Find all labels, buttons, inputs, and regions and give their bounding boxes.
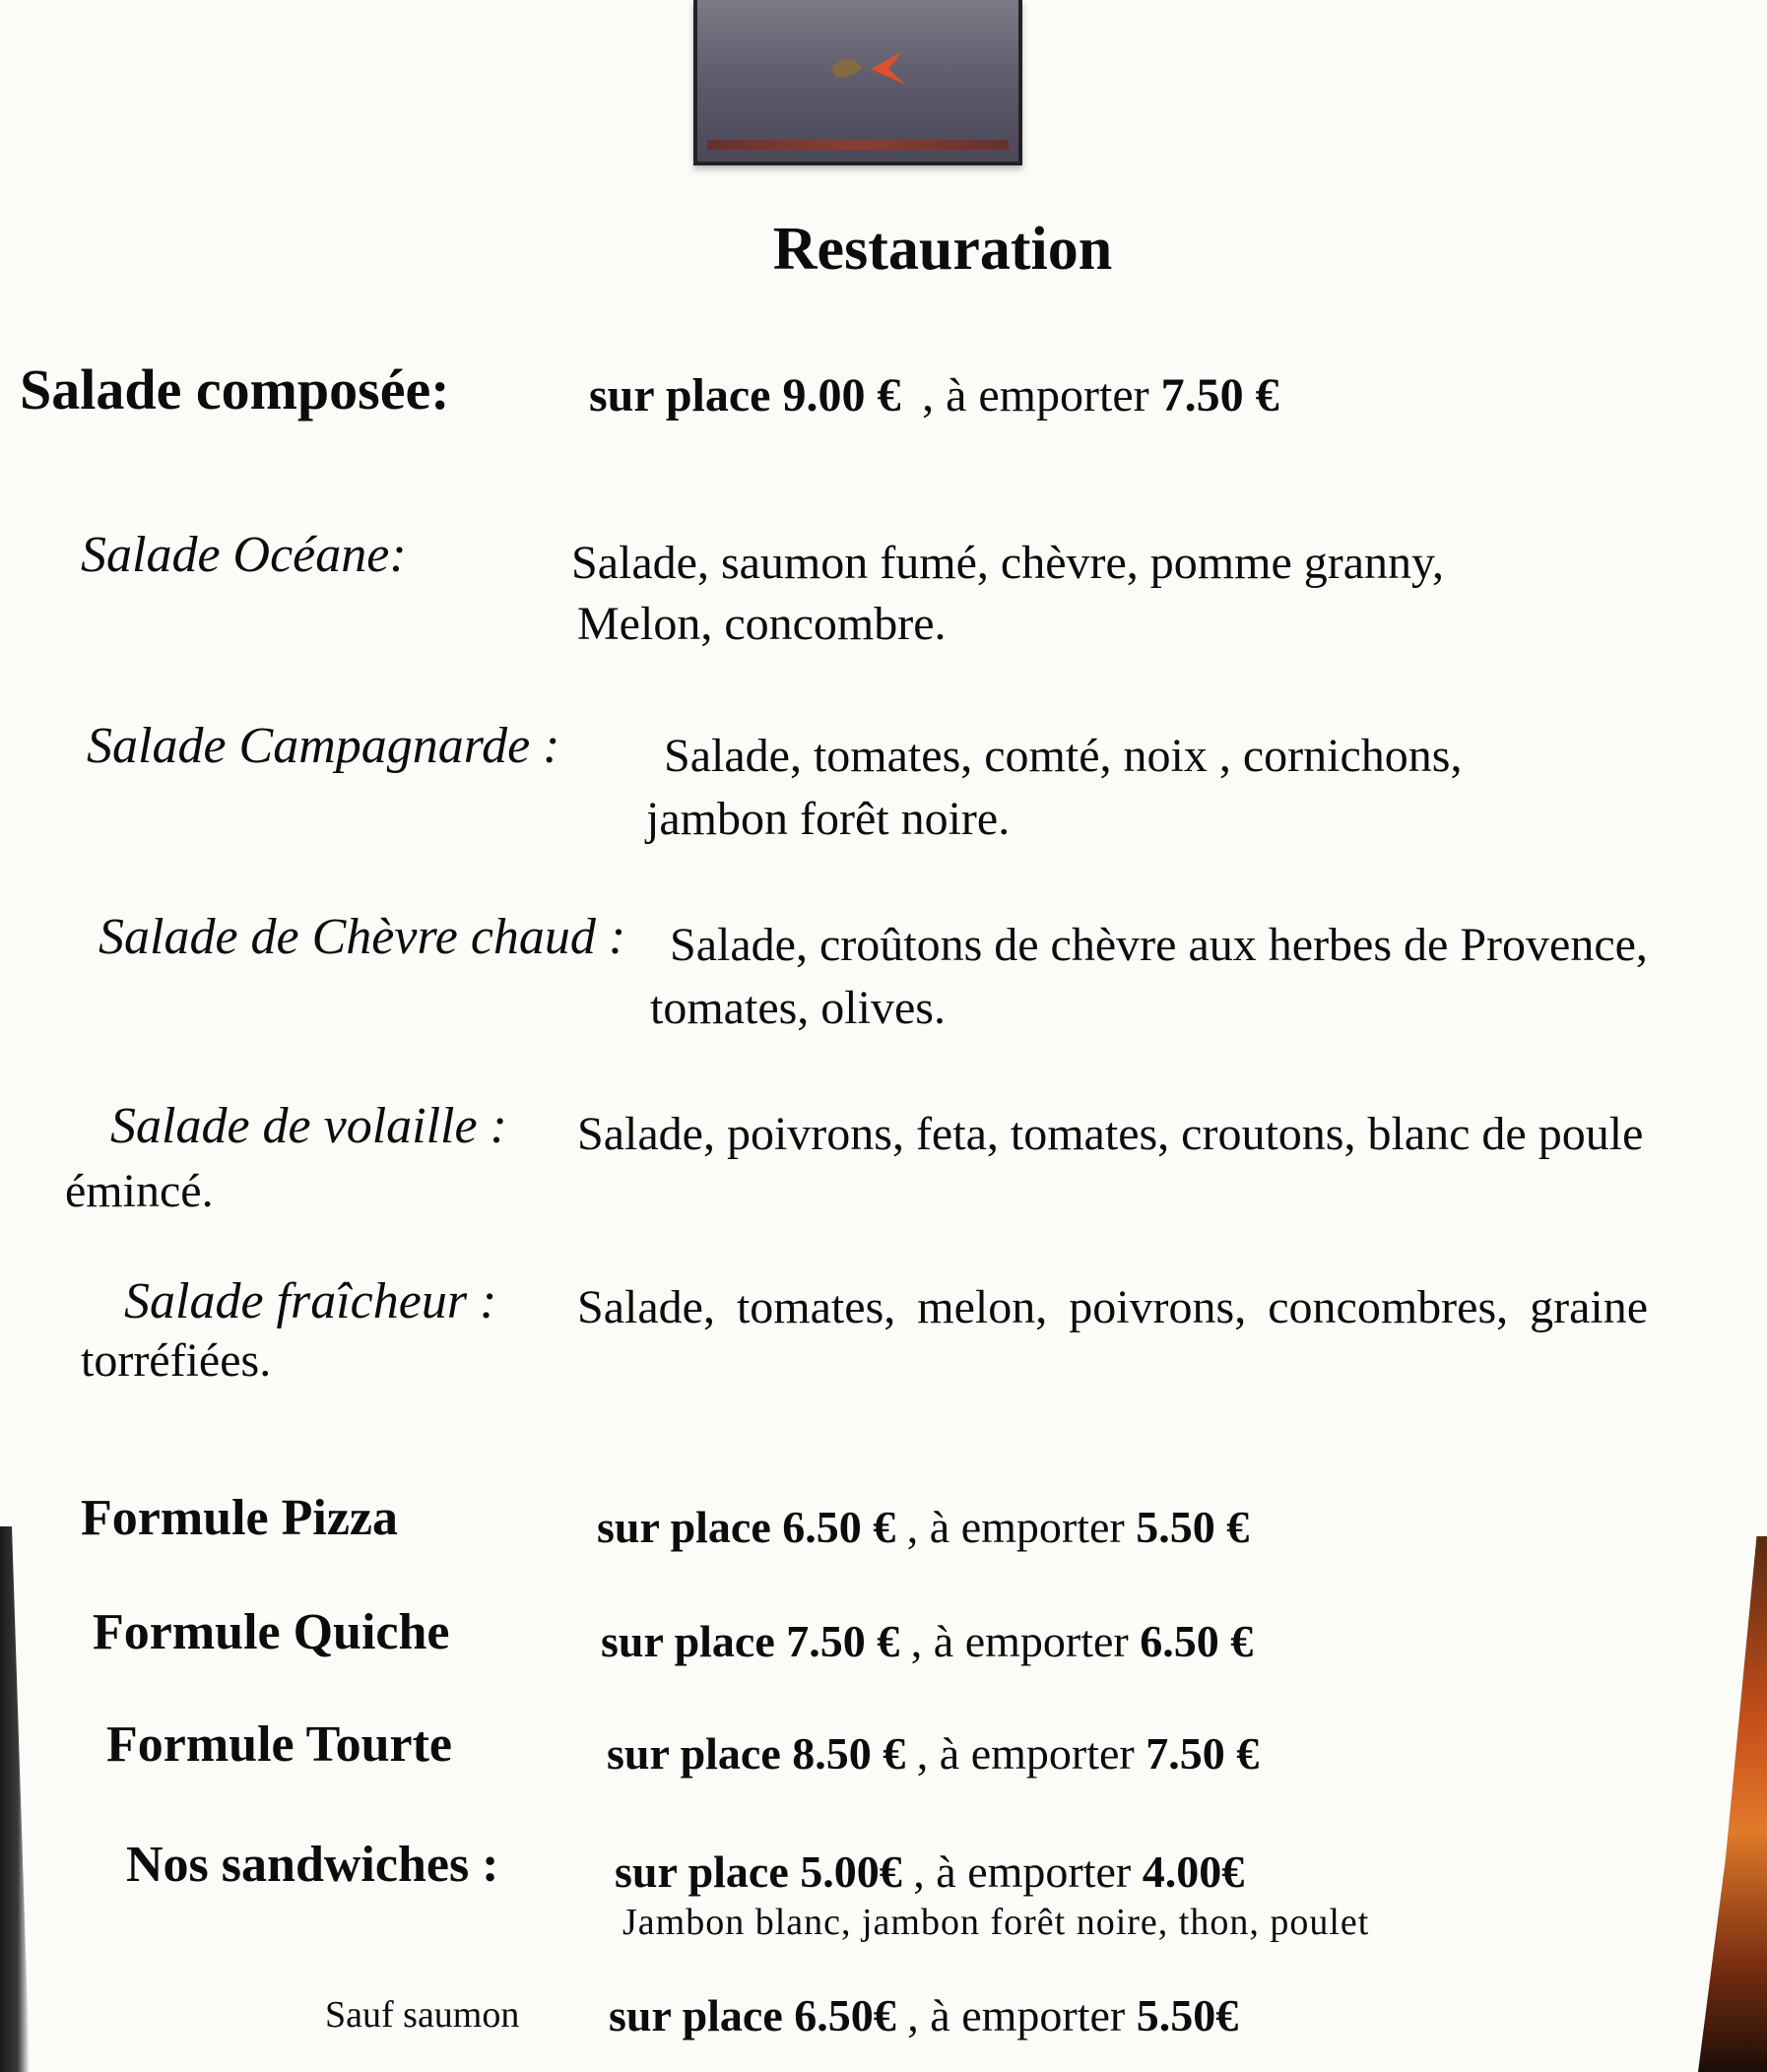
- salade-campagnarde-desc-2: jambon forêt noire.: [646, 793, 1011, 845]
- formule-pizza-name: Formule Pizza: [81, 1490, 398, 1546]
- salade-fraicheur-desc-2: torréfiées.: [81, 1334, 272, 1387]
- formule-tourte-emporter: 7.50 €: [1145, 1728, 1260, 1779]
- salade-fraicheur-name: Salade fraîcheur :: [124, 1273, 497, 1329]
- formule-pizza-sur-place: sur place 6.50 €: [597, 1502, 896, 1552]
- saumon-label: Sauf saumon: [325, 1994, 520, 2036]
- salade-oceane-desc-2: Melon, concombre.: [577, 598, 947, 650]
- sandwiches-fillings: Jambon blanc, jambon forêt noire, thon, poulet: [622, 1902, 1370, 1943]
- formule-quiche-name: Formule Quiche: [93, 1604, 450, 1660]
- formule-quiche-emporter: 6.50 €: [1140, 1616, 1254, 1666]
- salade-composee-sur-place: sur place 9.00 €: [589, 369, 901, 421]
- formule-tourte-sep: , à emporter: [916, 1728, 1135, 1779]
- photo-edge-right: [1698, 1536, 1767, 2072]
- salade-campagnarde-name: Salade Campagnarde :: [87, 718, 560, 774]
- salade-composee-label: Salade composée:: [20, 357, 450, 421]
- formule-quiche-sep: , à emporter: [910, 1616, 1129, 1666]
- formule-quiche-sur-place: sur place 7.50 €: [601, 1616, 900, 1666]
- formule-pizza-price: [597, 1501, 1249, 1553]
- salade-volaille-desc-1: Salade, poivrons, feta, tomates, croutons, blanc de poule: [577, 1108, 1644, 1160]
- salade-composee-sep: , à emporter: [922, 369, 1149, 421]
- saumon-sep: , à emporter: [907, 1990, 1126, 2040]
- salade-volaille-name: Salade de volaille :: [110, 1098, 507, 1154]
- logo-image: [693, 0, 1022, 165]
- formule-tourte-price: [607, 1727, 1259, 1780]
- salade-chevre-desc-1: Salade, croûtons de chèvre aux herbes de Provence,: [670, 919, 1648, 971]
- saumon-price: [609, 1989, 1238, 2041]
- sandwiches-price: [615, 1845, 1244, 1898]
- salade-campagnarde-desc-1: Salade, tomates, comté, noix , cornichons,: [664, 730, 1463, 782]
- salade-volaille-desc-2: émincé.: [65, 1165, 214, 1217]
- sandwiches-sur-place: sur place 5.00€: [615, 1846, 902, 1897]
- page-title: Restauration: [772, 216, 1113, 283]
- saumon-emporter: 5.50€: [1136, 1990, 1239, 2040]
- formule-quiche-price: [601, 1615, 1253, 1667]
- salade-oceane-desc-1: Salade, saumon fumé, chèvre, pomme granny,: [571, 537, 1444, 589]
- salade-oceane-name: Salade Océane:: [81, 527, 407, 583]
- sandwiches-sep: , à emporter: [913, 1846, 1132, 1897]
- salade-chevre-name: Salade de Chèvre chaud :: [98, 909, 626, 965]
- formule-pizza-emporter: 5.50 €: [1136, 1502, 1250, 1552]
- sandwiches-name: Nos sandwiches :: [126, 1837, 499, 1893]
- logo-strip: [707, 140, 1009, 150]
- formule-tourte-name: Formule Tourte: [106, 1716, 452, 1773]
- logo-mark-icon: [823, 39, 912, 95]
- salade-composee-emporter: 7.50 €: [1160, 369, 1279, 421]
- sandwiches-emporter: 4.00€: [1142, 1846, 1245, 1897]
- formule-pizza-sep: , à emporter: [906, 1502, 1125, 1552]
- salade-fraicheur-desc-1: Salade, tomates, melon, poivrons, concombres, graine: [577, 1281, 1649, 1333]
- salade-composee-price: [589, 368, 1279, 422]
- formule-tourte-sur-place: sur place 8.50 €: [607, 1728, 906, 1779]
- saumon-sur-place: sur place 6.50€: [609, 1990, 896, 2040]
- salade-chevre-desc-2: tomates, olives.: [650, 982, 946, 1034]
- photo-edge-left: [0, 1526, 30, 2072]
